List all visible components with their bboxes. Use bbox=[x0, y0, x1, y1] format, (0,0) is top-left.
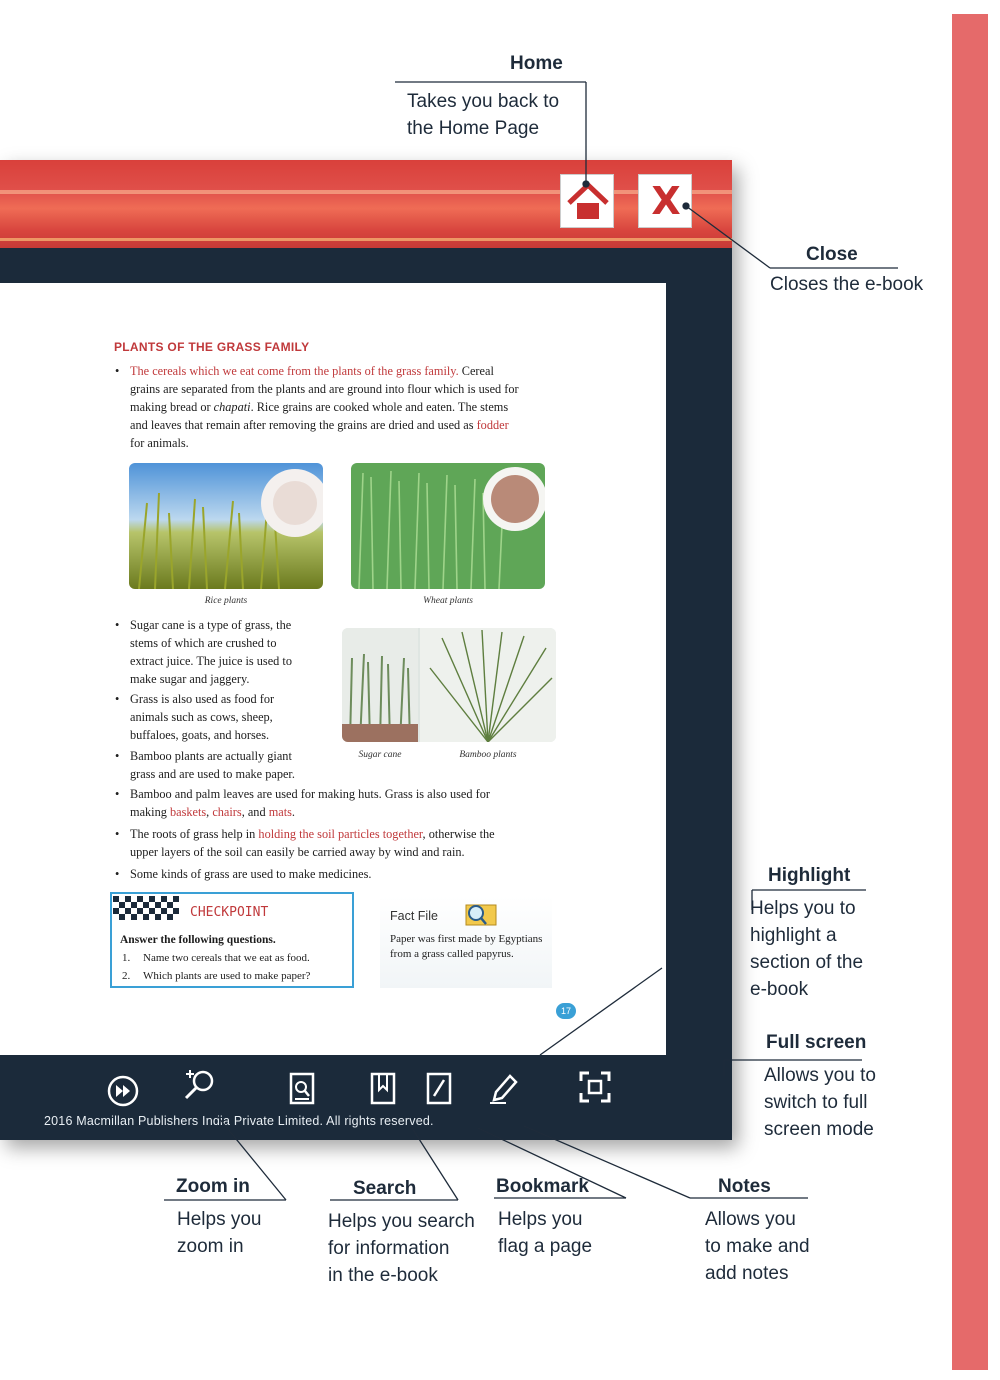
callout-line: screen mode bbox=[764, 1119, 874, 1140]
home-icon bbox=[561, 175, 615, 229]
callout-line: Allows you to bbox=[764, 1065, 876, 1086]
text-line: Sugar cane is a type of grass, the bbox=[130, 618, 292, 632]
text-span: grains are separated from the plants and are ground into flour which is used for bbox=[130, 382, 519, 396]
bullet-roots bbox=[130, 825, 560, 861]
section-title: PLANTS OF THE GRASS FAMILY bbox=[114, 340, 310, 354]
bullet-sugar-cane bbox=[130, 616, 330, 688]
close-callout-title: Close bbox=[806, 244, 858, 265]
text-line: extract juice. The juice is used to bbox=[130, 654, 292, 668]
checkpoint-title: CHECKPOINT bbox=[190, 905, 269, 920]
text-span: and leaves that remain after removing the grains are dried and used as bbox=[130, 418, 477, 432]
italic-term: chapati bbox=[213, 400, 251, 414]
callout-line: for information bbox=[328, 1238, 450, 1259]
zoom-in-icon[interactable] bbox=[182, 1068, 216, 1102]
highlighted-text: fodder bbox=[476, 418, 509, 432]
notes-callout-title: Notes bbox=[718, 1176, 771, 1197]
wheat-plants-photo bbox=[351, 463, 545, 589]
fact-file-text: Paper was first made by Egyptians from a grass called papyrus. bbox=[390, 933, 543, 960]
text-span: . bbox=[291, 805, 295, 819]
bookmark-callout-title: Bookmark bbox=[496, 1176, 589, 1197]
text-line: Bamboo plants are actually giant bbox=[130, 749, 292, 763]
text-line: make sugar and jaggery. bbox=[130, 672, 250, 686]
callout-line: zoom in bbox=[177, 1236, 244, 1257]
notes-callout-text bbox=[705, 1206, 810, 1287]
text-line: Grass is also used as food for bbox=[130, 692, 275, 706]
title-bar-stripe bbox=[0, 238, 732, 241]
highlight-callout-title: Highlight bbox=[768, 865, 851, 886]
callout-line: switch to full bbox=[764, 1092, 868, 1113]
bullet-cereals bbox=[130, 362, 560, 452]
text-span: Cereal bbox=[458, 364, 494, 378]
home-callout-text bbox=[407, 88, 559, 142]
callout-line: section of the bbox=[750, 952, 864, 973]
zoom-callout-text bbox=[177, 1206, 262, 1260]
highlighted-text: mats bbox=[268, 805, 292, 819]
ebook-title-bar bbox=[0, 160, 732, 248]
callout-line: Helps you to bbox=[750, 898, 856, 919]
text-span: making bbox=[130, 805, 170, 819]
rice-plants-photo bbox=[129, 463, 323, 589]
notes-icon[interactable] bbox=[422, 1072, 456, 1106]
text-span: making bread or bbox=[130, 400, 214, 414]
bookmark-icon[interactable] bbox=[366, 1072, 400, 1106]
play-forward-icon[interactable] bbox=[106, 1074, 140, 1108]
checkpoint-question-number: 2. bbox=[122, 970, 131, 982]
copyright-text: 2016 Macmillan Publishers India Private Limited. All rights reserved. bbox=[44, 1114, 434, 1128]
fullscreen-callout-title: Full screen bbox=[766, 1032, 867, 1053]
search-callout-text bbox=[328, 1208, 475, 1289]
bullet-bamboo bbox=[130, 747, 330, 783]
text-span: Some kinds of grass are used to make medicines. bbox=[130, 867, 372, 881]
text-line: grass and are used to make paper. bbox=[130, 767, 295, 781]
title-bar-stripe bbox=[0, 190, 732, 194]
callout-line: Takes you back to bbox=[407, 91, 560, 112]
highlight-pen-icon[interactable] bbox=[486, 1072, 520, 1106]
checkpoint-question-number: 1. bbox=[122, 952, 131, 964]
callout-line: to make and bbox=[705, 1236, 810, 1257]
close-button[interactable] bbox=[638, 174, 692, 228]
callout-line: e-book bbox=[750, 979, 809, 1000]
text-line: stems of which are crushed to bbox=[130, 636, 277, 650]
bookmark-callout-text bbox=[498, 1206, 592, 1260]
search-icon[interactable] bbox=[286, 1072, 320, 1106]
magnifier-folder-icon bbox=[464, 899, 500, 929]
callout-line: Closes the e-book bbox=[770, 274, 924, 295]
checkered-flag-icon bbox=[113, 896, 183, 926]
text-line: buffaloes, goats, and horses. bbox=[130, 728, 270, 742]
highlighted-text: holding the soil particles together bbox=[258, 827, 423, 841]
bullet-huts bbox=[130, 785, 560, 821]
checkpoint-question: Name two cereals that we eat as food. bbox=[143, 952, 310, 964]
highlighted-text: baskets bbox=[169, 805, 207, 819]
close-icon: X bbox=[651, 179, 681, 223]
fact-file-title: Fact File bbox=[390, 909, 438, 923]
fullscreen-icon[interactable] bbox=[578, 1070, 612, 1104]
callout-line: Helps you bbox=[498, 1209, 583, 1230]
close-callout-text bbox=[770, 271, 923, 298]
callout-line: add notes bbox=[705, 1263, 789, 1284]
text-span: . Rice grains are cooked whole and eaten. The stems bbox=[250, 400, 509, 414]
text-line: animals such as cows, sheep, bbox=[130, 710, 273, 724]
checkpoint-subtitle: Answer the following questions. bbox=[120, 934, 276, 946]
fullscreen-callout-text bbox=[764, 1062, 876, 1143]
text-span: , and bbox=[241, 805, 269, 819]
bullet-medicines bbox=[130, 865, 560, 883]
caption-sugar-cane: Sugar cane bbox=[358, 750, 402, 760]
sugar-cane-bamboo-photo bbox=[342, 628, 556, 742]
decorative-side-strip bbox=[952, 14, 988, 1370]
callout-line: flag a page bbox=[498, 1236, 593, 1257]
caption-wheat: Wheat plants bbox=[423, 596, 473, 606]
text-span: , bbox=[206, 805, 213, 819]
text-span: Bamboo and palm leaves are used for making huts. Grass is also used for bbox=[130, 787, 490, 801]
home-button[interactable] bbox=[560, 174, 614, 228]
text-span: The roots of grass help in bbox=[130, 827, 259, 841]
bullet-grass-food bbox=[130, 690, 330, 744]
highlight-callout-text bbox=[750, 895, 863, 1003]
highlighted-text: chairs bbox=[212, 805, 242, 819]
zoom-callout-title: Zoom in bbox=[176, 1176, 250, 1197]
callout-line: the Home Page bbox=[407, 118, 540, 139]
callout-line: highlight a bbox=[750, 925, 837, 946]
home-callout-title: Home bbox=[510, 53, 563, 74]
text-span: for animals. bbox=[130, 436, 189, 450]
caption-rice: Rice plants bbox=[204, 596, 248, 606]
checkpoint-question: Which plants are used to make paper? bbox=[143, 970, 311, 982]
caption-bamboo: Bamboo plants bbox=[459, 750, 517, 760]
callout-line: Helps you search bbox=[328, 1211, 475, 1232]
highlighted-text: The cereals which we eat come from the plants of the grass family. bbox=[130, 364, 459, 378]
callout-line: Allows you bbox=[705, 1209, 796, 1230]
callout-line: in the e-book bbox=[328, 1265, 438, 1286]
callout-line: Helps you bbox=[177, 1209, 262, 1230]
text-span: upper layers of the soil can easily be carried away by wind and rain. bbox=[130, 845, 465, 859]
search-callout-title: Search bbox=[353, 1178, 417, 1199]
page-number: 17 bbox=[556, 1003, 576, 1019]
text-span: , otherwise the bbox=[422, 827, 495, 841]
